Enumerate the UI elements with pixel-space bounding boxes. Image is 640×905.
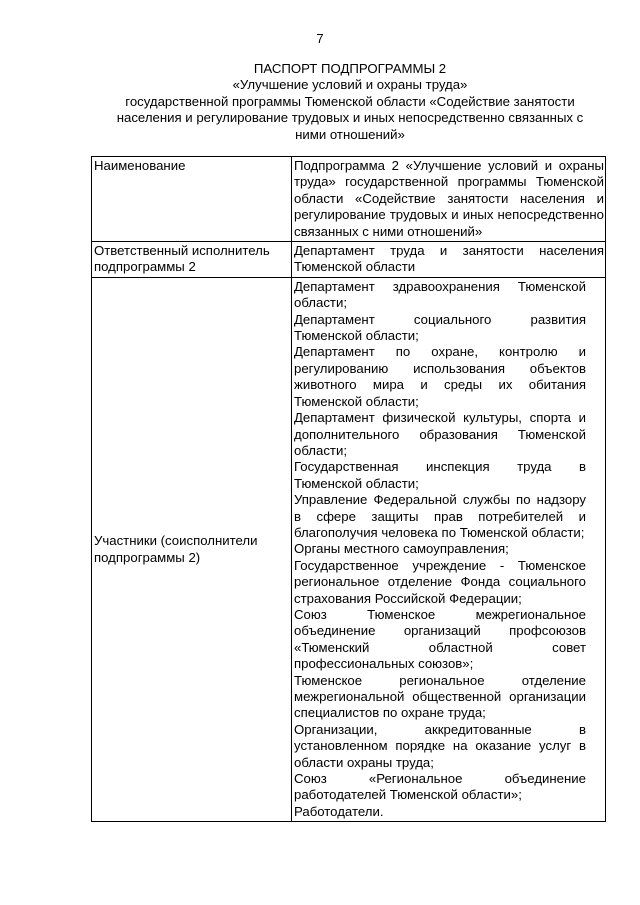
- title-line-5: ними отношений»: [295, 126, 405, 142]
- row-value-name: Подпрограмма 2 «Улучшение условий и охраны труда» государственной программы Тюменской области «Содействие занятости населения и регулирование трудовых и иных непосредственно связанных с ними отношений»: [292, 157, 606, 242]
- row-label-name: Наименование: [92, 157, 292, 242]
- page-number: 7: [316, 31, 324, 46]
- row-value-executor: Департамент труда и занятости населения Тюменской области: [292, 242, 606, 278]
- list-item: Государственное учреждение - Тюменское региональное отделение Фонда социального страхования Российской Федерации;: [294, 557, 586, 606]
- row-label-participants: Участники (соисполнители подпрограммы 2): [92, 277, 292, 821]
- table-row-name: [92, 157, 606, 242]
- title-line-3: государственной программы Тюменской области «Содействие занятости: [125, 93, 575, 109]
- list-item: Департамент физической культуры, спорта и дополнительного образования Тюменской области;: [294, 410, 586, 458]
- table-row-participants: [92, 277, 606, 821]
- list-item: Тюменское региональное отделение межрегиональной общественной организации специалистов по охране труда;: [294, 672, 586, 721]
- title-line-1: ПАСПОРТ ПОДПРОГРАММЫ 2: [253, 61, 447, 76]
- list-item: Департамент по охране, контролю и регулированию использования объектов животного мира и среды их обитания Тюменской области;: [294, 344, 586, 409]
- list-item: Органы местного самоуправления;: [294, 541, 509, 557]
- passport-table: [91, 156, 606, 822]
- list-item: Работодатели.: [294, 803, 384, 819]
- passport-title: [92, 61, 608, 143]
- title-line-4: населения и регулирование трудовых и иных непосредственно связанных с: [116, 110, 584, 126]
- participants-list: [292, 277, 606, 821]
- list-item: Управление Федеральной службы по надзору в сфере защиты прав потребителей и благополучия человека по Тюменской области;: [294, 492, 586, 540]
- list-item: Союз Тюменское межрегиональное объединение организаций профсоюзов «Тюменский областной совет профессиональных союзов»;: [294, 606, 586, 672]
- title-line-2: «Улучшение условий и охраны труда»: [232, 77, 468, 93]
- list-item: Союз «Региональное объединение работодателей Тюменской области»;: [294, 771, 586, 803]
- list-item: Департамент социального развития Тюменской области;: [294, 311, 586, 344]
- list-item: Департамент здравоохранения Тюменской области;: [294, 278, 586, 311]
- list-item: Государственная инспекция труда в Тюменской области;: [294, 459, 586, 491]
- row-label-executor: Ответственный исполнитель подпрограммы 2: [92, 242, 292, 278]
- list-item: Организации, аккредитованные в установленном порядке на оказание услуг в области охраны труда;: [294, 721, 586, 770]
- table-row-executor: [92, 242, 606, 278]
